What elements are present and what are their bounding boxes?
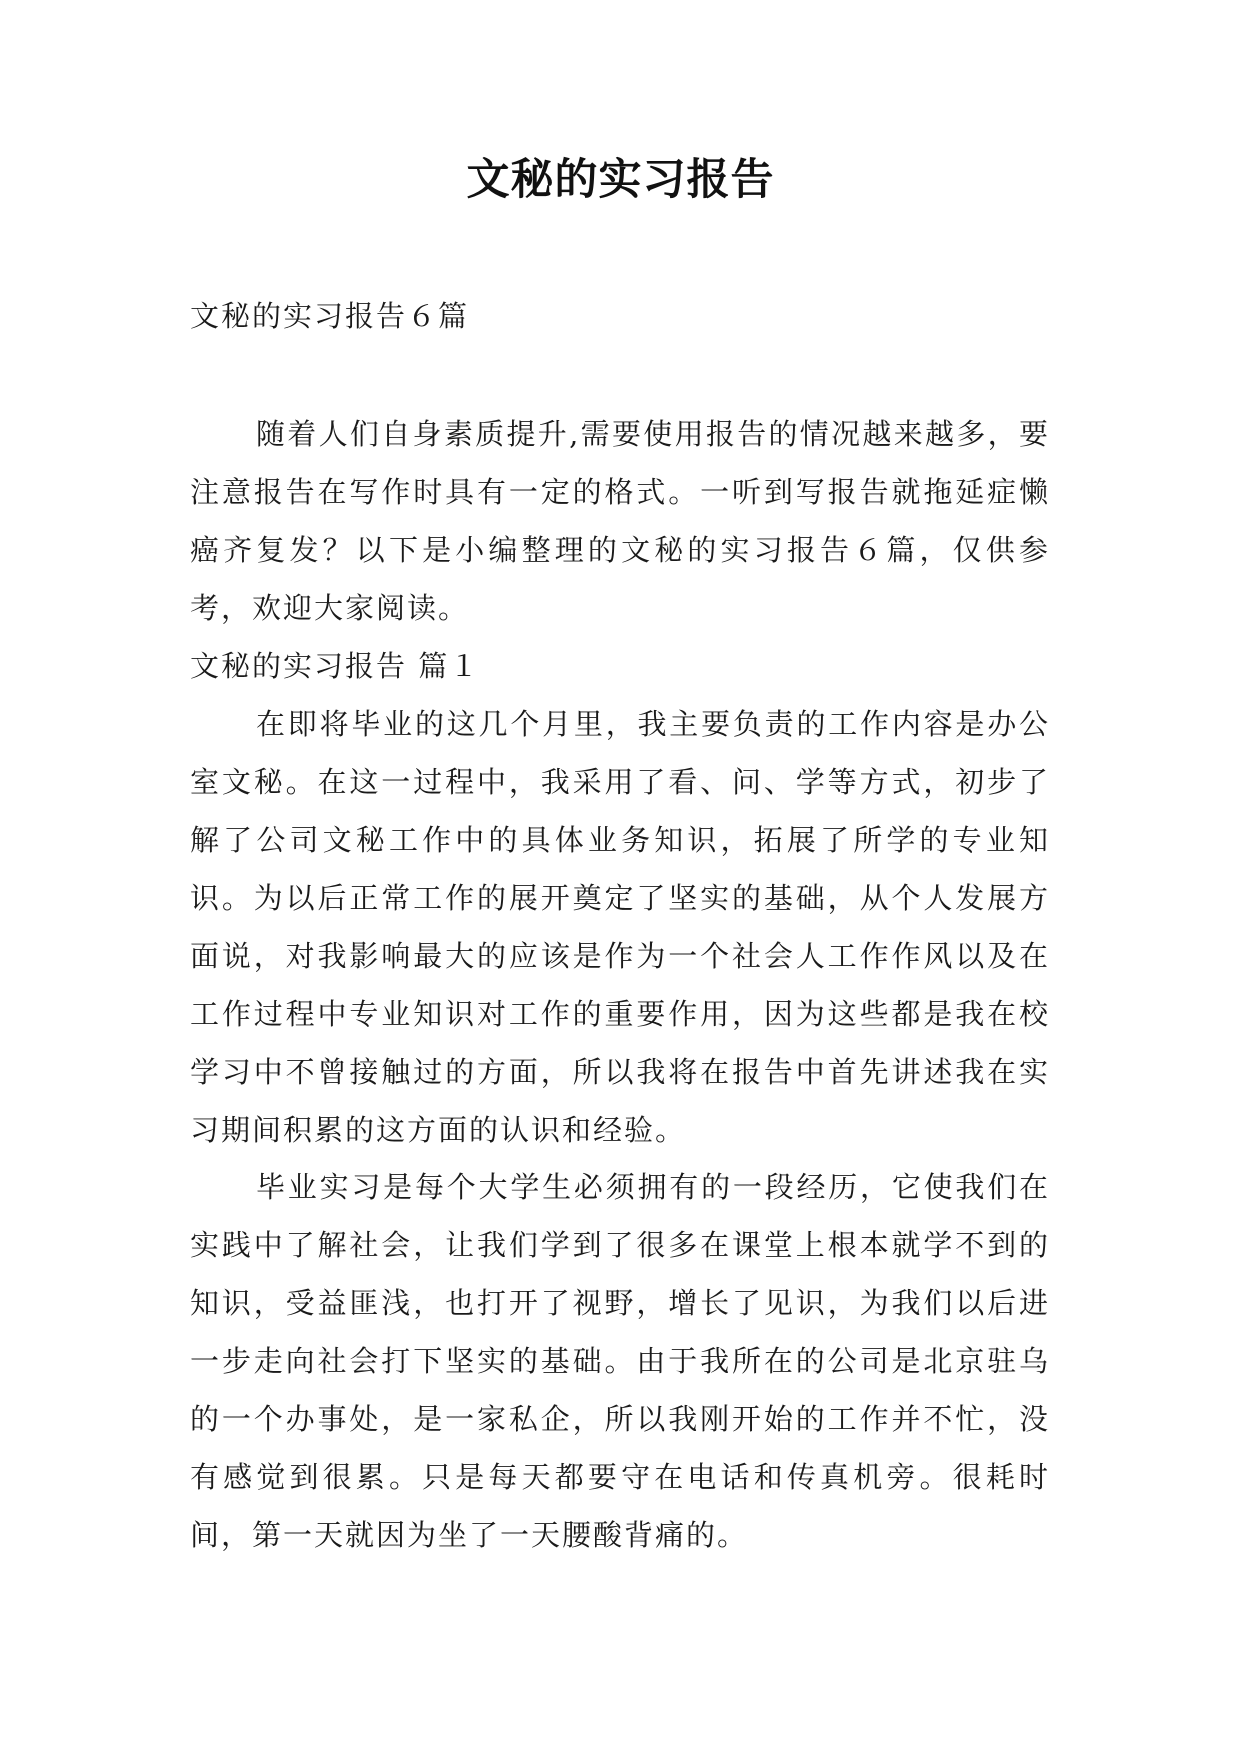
document-title: 文秘的实习报告 <box>466 155 775 205</box>
body-paragraph-2: 毕业实习是每个大学生必须拥有的一段经历，它使我们在实践中了解社会，让我们学到了很多在课堂上根本就学不到的知识，受益匪浅，也打开了视野，增长了见识，为我们以后进一步走向社会打下坚实的基础。由于我所在的公司是北京驻乌的一个办事处，是一家私企，所以我刚开始的工作并不忙，没有感觉到很累。只是每天都要守在电话和传真机旁。很耗时间，第一天就因为坐了一天腰酸背痛的。 <box>190 1170 1050 1552</box>
document-subtitle: 文秘的实习报告６篇 <box>190 299 470 333</box>
body-paragraph-1: 在即将毕业的这几个月里，我主要负责的工作内容是办公室文秘。在这一过程中，我采用了看、问、学等方式，初步了解了公司文秘工作中的具体业务知识，拓展了所学的专业知识。为以后正常工作的展开奠定了坚实的基础，从个人发展方面说，对我影响最大的应该是作为一个社会人工作作风以及在工作过程中专业知识对工作的重要作用，因为这些都是我在校学习中不曾接触过的方面，所以我将在报告中首先讲述我在实习期间积累的这方面的认识和经验。 <box>190 707 1050 1147</box>
intro-paragraph: 随着人们自身素质提升,需要使用报告的情况越来越多，要注意报告在写作时具有一定的格式。一听到写报告就拖延症懒癌齐复发？以下是小编整理的文秘的实习报告６篇，仅供参考，欢迎大家阅读。 <box>190 417 1050 625</box>
section-heading: 文秘的实习报告 篇１ <box>190 649 481 683</box>
